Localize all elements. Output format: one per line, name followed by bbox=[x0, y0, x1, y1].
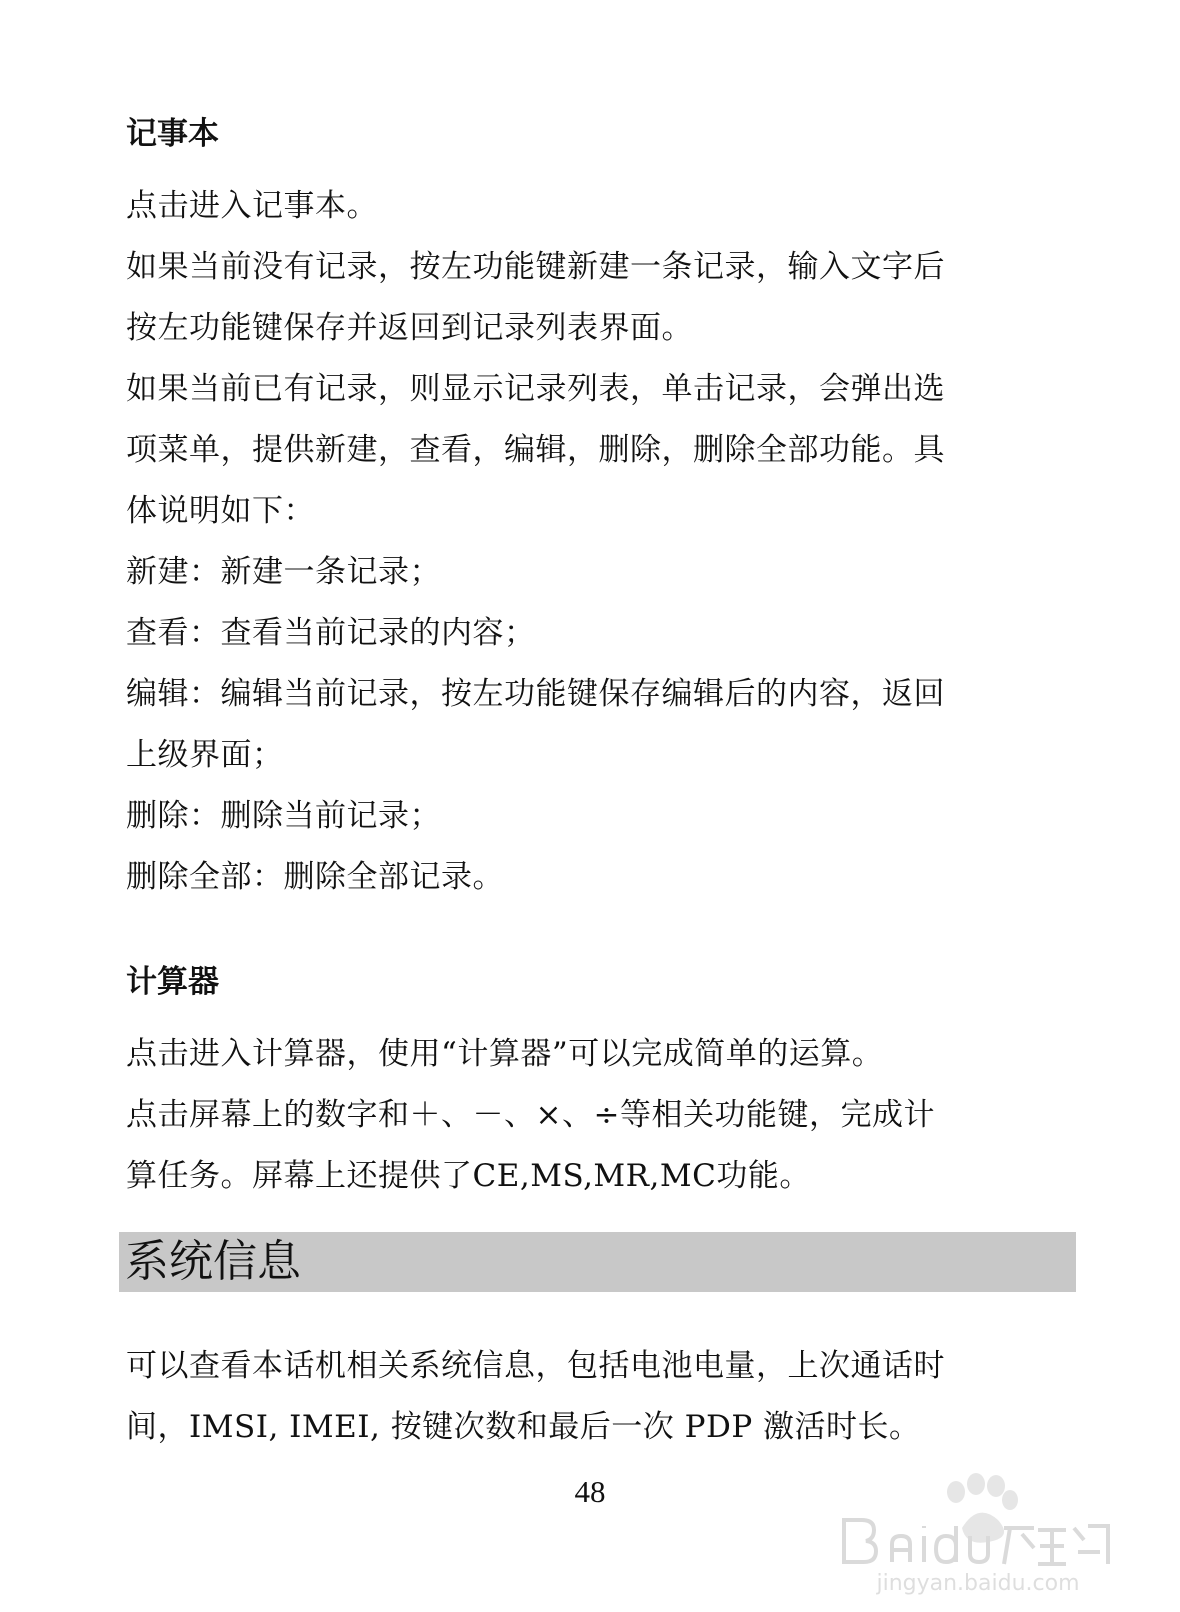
notepad-line: 删除全部：删除全部记录。 bbox=[126, 859, 504, 895]
notepad-line: 如果当前没有记录，按左功能键新建一条记录，输入文字后 bbox=[126, 249, 945, 285]
notepad-line: 项菜单，提供新建，查看，编辑，删除，删除全部功能。具 bbox=[126, 432, 945, 468]
section-title-bar bbox=[119, 1232, 1076, 1292]
notepad-line: 删除：删除当前记录； bbox=[126, 798, 441, 834]
system-info-body bbox=[126, 1336, 1066, 1458]
system-info-title: 系统信息 bbox=[125, 1236, 301, 1287]
notepad-line: 查看：查看当前记录的内容； bbox=[126, 615, 536, 651]
notepad-line: 按左功能键保存并返回到记录列表界面。 bbox=[126, 310, 693, 346]
calculator-heading: 计算器 bbox=[126, 964, 219, 1000]
calculator-body bbox=[126, 1024, 1066, 1207]
system-info-line: 可以查看本话机相关系统信息，包括电池电量，上次通话时 bbox=[126, 1348, 945, 1384]
system-info-line: 间，IMSI, IMEI, 按键次数和最后一次 PDP 激活时长。 bbox=[126, 1409, 921, 1445]
calculator-line: 算任务。屏幕上还提供了CE,MS,MR,MC功能。 bbox=[126, 1158, 811, 1194]
notepad-line: 编辑：编辑当前记录，按左功能键保存编辑后的内容，返回 bbox=[126, 676, 945, 712]
notepad-heading: 记事本 bbox=[126, 116, 219, 152]
calculator-line: 点击进入计算器，使用“计算器”可以完成简单的运算。 bbox=[126, 1036, 884, 1072]
notepad-line: 如果当前已有记录，则显示记录列表，单击记录，会弹出选 bbox=[126, 371, 945, 407]
calculator-line: 点击屏幕上的数字和＋、－、×、÷等相关功能键，完成计 bbox=[126, 1097, 935, 1133]
notepad-line: 上级界面； bbox=[126, 737, 284, 773]
page-number: 48 bbox=[574, 1474, 606, 1509]
notepad-body bbox=[126, 176, 1066, 908]
notepad-line: 体说明如下： bbox=[126, 493, 315, 529]
baidu-watermark bbox=[838, 1468, 1118, 1598]
watermark-url: jingyan.baidu.com bbox=[876, 1571, 1080, 1596]
notepad-line: 新建：新建一条记录； bbox=[126, 554, 441, 590]
notepad-line: 点击进入记事本。 bbox=[126, 188, 378, 224]
